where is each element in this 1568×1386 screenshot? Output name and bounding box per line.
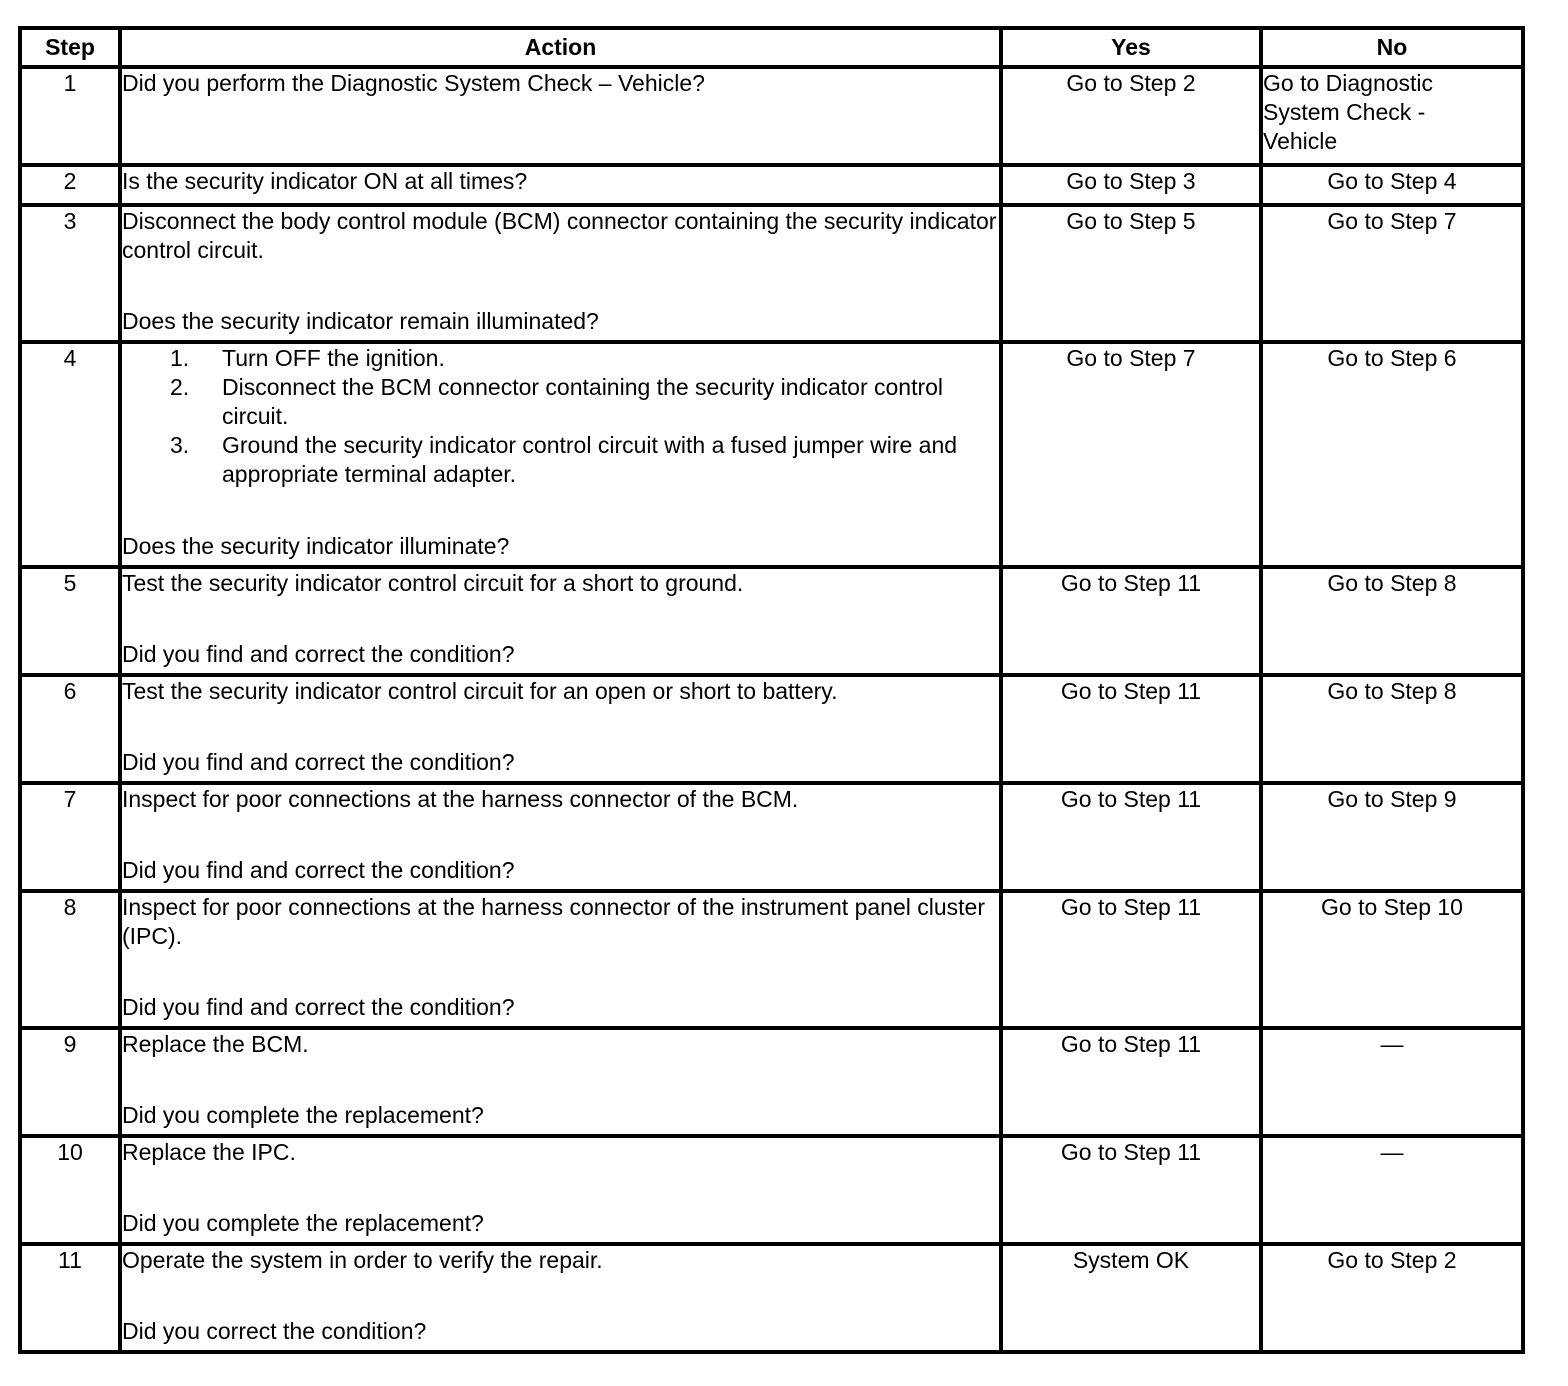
procedure-list xyxy=(122,344,999,489)
action-text: Inspect for poor connections at the harness connector of the instrument panel cluster (IPC). xyxy=(122,894,985,949)
action-instructions xyxy=(122,569,999,598)
no-result: Go to Step 8 xyxy=(1261,675,1523,783)
action-instructions xyxy=(122,1246,999,1275)
no-result: Go to Diagnostic System Check - Vehicle xyxy=(1261,67,1523,165)
action-text: Operate the system in order to verify the repair. xyxy=(122,1247,603,1273)
yes-result: Go to Step 11 xyxy=(1001,783,1261,891)
action-instructions xyxy=(122,207,999,265)
action-cell xyxy=(120,67,1001,165)
step-number: 3 xyxy=(20,205,120,342)
action-text: Replace the IPC. xyxy=(122,1139,296,1165)
action-question: Did you find and correct the condition? xyxy=(122,857,515,883)
diagnostic-table xyxy=(18,26,1525,1354)
header-action: Action xyxy=(120,28,1001,67)
action-question: Did you find and correct the condition? xyxy=(122,749,515,775)
step-number: 1 xyxy=(20,67,120,165)
action-cell xyxy=(120,1136,1001,1244)
table-row xyxy=(20,1244,1523,1352)
header-row xyxy=(20,28,1523,67)
table-row xyxy=(20,1136,1523,1244)
action-text: Test the security indicator control circuit for a short to ground. xyxy=(122,570,744,596)
no-result: Go to Step 10 xyxy=(1261,891,1523,1028)
step-number: 11 xyxy=(20,1244,120,1352)
no-result: — xyxy=(1261,1136,1523,1244)
yes-result: Go to Step 7 xyxy=(1001,342,1261,567)
action-cell xyxy=(120,1028,1001,1136)
procedure-item: Disconnect the BCM connector containing the security indicator control circuit. xyxy=(222,374,944,429)
action-question: Did you complete the replacement? xyxy=(122,1102,484,1128)
no-result: Go to Step 6 xyxy=(1261,342,1523,567)
yes-result: Go to Step 2 xyxy=(1001,67,1261,165)
action-instructions xyxy=(122,1030,999,1059)
table-row xyxy=(20,165,1523,205)
action-question: Did you complete the replacement? xyxy=(122,1210,484,1236)
action-instructions xyxy=(122,785,999,814)
action-cell xyxy=(120,675,1001,783)
action-instructions xyxy=(122,1138,999,1167)
step-number: 7 xyxy=(20,783,120,891)
table-row xyxy=(20,567,1523,675)
action-text: Is the security indicator ON at all times? xyxy=(122,168,528,194)
action-text: Disconnect the body control module (BCM) connector containing the security indicator control circuit. xyxy=(122,208,997,263)
action-question: Did you find and correct the condition? xyxy=(122,641,515,667)
no-result: Go to Step 4 xyxy=(1261,165,1523,205)
action-instructions xyxy=(122,344,999,489)
step-number: 4 xyxy=(20,342,120,567)
action-cell xyxy=(120,1244,1001,1352)
action-text: Did you perform the Diagnostic System Check – Vehicle? xyxy=(122,70,705,96)
action-question: Did you correct the condition? xyxy=(122,1318,427,1344)
yes-result: Go to Step 3 xyxy=(1001,165,1261,205)
action-cell xyxy=(120,205,1001,342)
step-number: 10 xyxy=(20,1136,120,1244)
action-instructions xyxy=(122,893,999,951)
table-row xyxy=(20,891,1523,1028)
action-cell xyxy=(120,165,1001,205)
yes-result: System OK xyxy=(1001,1244,1261,1352)
procedure-item: Ground the security indicator control circuit with a fused jumper wire and appropriate terminal adapter. xyxy=(222,432,958,487)
header-step: Step xyxy=(20,28,120,67)
action-instructions xyxy=(122,167,999,196)
action-text: Test the security indicator control circuit for an open or short to battery. xyxy=(122,678,838,704)
table-row xyxy=(20,783,1523,891)
yes-result: Go to Step 11 xyxy=(1001,891,1261,1028)
step-number: 8 xyxy=(20,891,120,1028)
no-result: Go to Step 9 xyxy=(1261,783,1523,891)
yes-result: Go to Step 11 xyxy=(1001,1136,1261,1244)
action-text: Inspect for poor connections at the harness connector of the BCM. xyxy=(122,786,799,812)
no-result: Go to Step 7 xyxy=(1261,205,1523,342)
table-row xyxy=(20,342,1523,567)
action-question: Does the security indicator illuminate? xyxy=(122,533,510,559)
no-result: — xyxy=(1261,1028,1523,1136)
action-instructions xyxy=(122,69,999,98)
yes-result: Go to Step 5 xyxy=(1001,205,1261,342)
yes-result: Go to Step 11 xyxy=(1001,1028,1261,1136)
action-question: Does the security indicator remain illuminated? xyxy=(122,308,599,334)
yes-result: Go to Step 11 xyxy=(1001,675,1261,783)
header-no: No xyxy=(1261,28,1523,67)
step-number: 6 xyxy=(20,675,120,783)
yes-result: Go to Step 11 xyxy=(1001,567,1261,675)
header-yes: Yes xyxy=(1001,28,1261,67)
action-cell xyxy=(120,567,1001,675)
table-row xyxy=(20,67,1523,165)
no-result: Go to Step 8 xyxy=(1261,567,1523,675)
action-cell xyxy=(120,783,1001,891)
step-number: 9 xyxy=(20,1028,120,1136)
action-question: Did you find and correct the condition? xyxy=(122,994,515,1020)
table-row xyxy=(20,1028,1523,1136)
action-instructions xyxy=(122,677,999,706)
table-row xyxy=(20,675,1523,783)
procedure-item: Turn OFF the ignition. xyxy=(222,345,445,371)
action-cell xyxy=(120,342,1001,567)
action-cell xyxy=(120,891,1001,1028)
action-text: Replace the BCM. xyxy=(122,1031,309,1057)
table-row xyxy=(20,205,1523,342)
step-number: 5 xyxy=(20,567,120,675)
no-result: Go to Step 2 xyxy=(1261,1244,1523,1352)
step-number: 2 xyxy=(20,165,120,205)
